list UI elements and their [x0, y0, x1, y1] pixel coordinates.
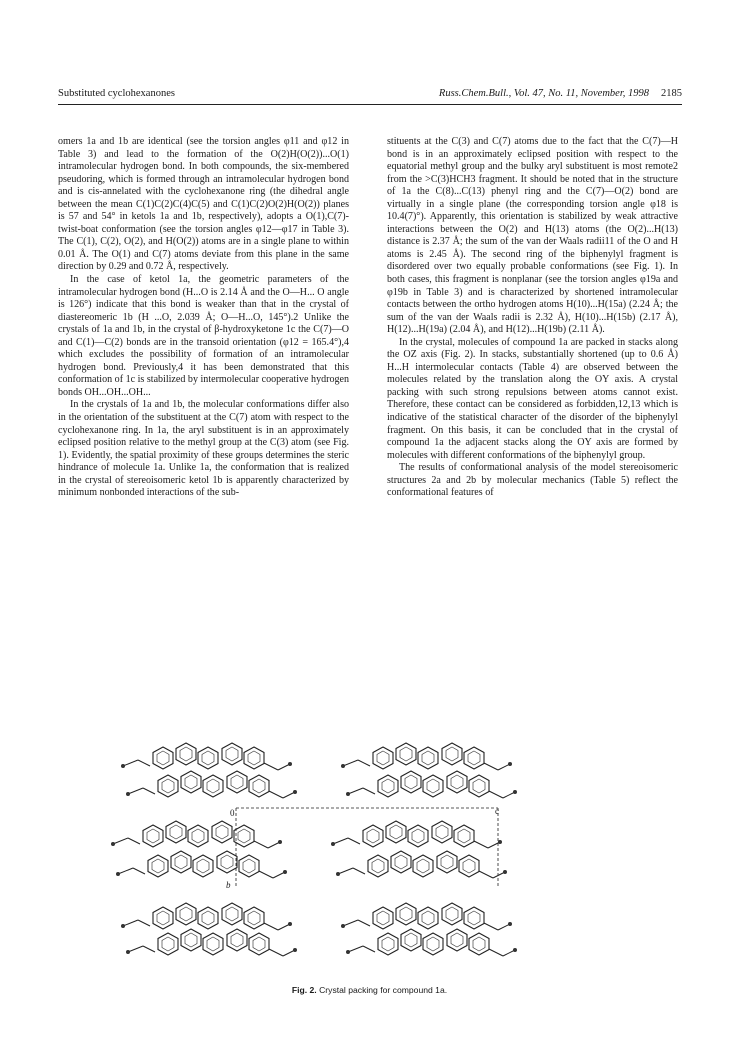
figure-caption [0, 985, 739, 995]
page-number: 2185 [661, 88, 682, 99]
unit-cell-outline [236, 808, 498, 888]
header-journal [439, 88, 682, 99]
paragraph: In the case of ketol 1a, the geometric parameters of the intramolecular hydrogen bond (H...O is 2.14 Å and the O—H... O angle is 126°) indicate that this bond is weaker than that in the crystal of diastereomeric 1b (H ...O, 2.039 Å; O—H...O, 145°).2 Unlike the crystals of 1a and 1b, in the crystal of β-hydroxyketone 1c the C(7)—O and C(1)—C(2) bonds are in the transoid orientation (φ12 = 165.4°),4 which excludes the possibility of formation of an intramolecular hydrogen bond. Previously,4 it has been demonstrated that this conformation of 1c is stabilized by intermolecular cooperative hydrogen bonds OH...OH...OH... [58, 274, 349, 398]
header-title: Substituted cyclohexanones [58, 88, 175, 99]
paragraph: stituents at the C(3) and C(7) atoms due to the fact that the C(7)—H bond is in an approximately eclipsed position with respect to the equatorial methyl group and the bulky aryl substituent is most remote2 from the >C(3)HCH3 fragment. It should be noted that in the structure of 1a the C(8)...C(13) phenyl ring and the C(7)—O(2) bond are virtually in a single plane (the corresponding torsion angle φ18 is 10.4(7)°). Apparently, this orientation is stabilized by weak attractive interactions between the O(2) and H(13) atoms (the O(2)...H(13) distance is 2.37 Å; the sum of the van der Waals radii11 of the O and H atoms is 2.45 Å). The second ring of the biphenylyl fragment is disordered over two equally probable conformations (see Fig. 1). In both cases, this fragment is nonplanar (see the torsion angles φ19a and φ19b in Table 3) and is characterized by shortened intramolecular contacts between the ortho hydrogen atoms H(10)...H(15a) (2.24 Å; the sum of the van der Waals radii is 2.32 Å), H(10)...H(15b) (2.17 Å), H(12)...H(19a) (2.04 Å), and H(12)...H(19b) (2.11 Å). [387, 136, 678, 336]
paragraph: The results of conformational analysis of the model stereoisomeric structures 2a and 2b by molecular mechanics (Table 5) reflect the conformational features of [387, 462, 678, 499]
left-column [58, 136, 349, 500]
header-journal-ref: Russ.Chem.Bull., Vol. 47, No. 11, November, 1998 [438, 88, 649, 99]
running-header [58, 88, 682, 105]
paragraph: omers 1a and 1b are identical (see the torsion angles φ11 and φ12 in Table 3) and lead to the formation of the O(2)H(O(2))...O(1) intramolecular hydrogen bond. In both compounds, the six-membered pseudoring, which is formed through an intramolecular hydrogen bond and is cis-annelated with the cyclohexanone ring (the dihedral angle between the mean C(1)C(2)C(4)C(5) and C(1)C(2)O(2)H(O(2)) planes is 57 and 54° in ketols 1a and 1b, respectively), adopts a O(1),C(7)-twist-boat conformation (see the torsion angles φ12—φ17 in Table 3). The C(1), C(2), O(2), and H(O(2)) atoms are in a single plane to within 0.01 Å. The O(1) and C(7) atoms deviate from this plane in the same direction by 0.29 and 0.72 Å, respectively. [58, 136, 349, 273]
molecule-row-bottom [121, 903, 517, 956]
molecule-row-top [121, 743, 517, 798]
right-column [387, 136, 678, 500]
axis-label-b: b [226, 880, 231, 890]
paragraph: In the crystal, molecules of compound 1a are packed in stacks along the OZ axis (Fig. 2). In stacks, substantially shortened (up to 0.6 Å) H...H intermolecular contacts (Table 4) are observed between the molecules related by the translation along the OY axis. A crystal packing with such strong repulsions between atoms cannot exist. Therefore, these contact can be considered as forbidden,12,13 which is indicative of the statistical character of the disorder of the biphenylyl fragment. On this basis, it can be concluded that in the crystal of compound 1a the adjacent stacks along the OY axis are formed by molecules with different conformations of the biphenylyl group. [387, 336, 678, 461]
caption-text: Crystal packing for compound 1a. [319, 985, 448, 995]
molecule-row-middle [111, 821, 507, 878]
axis-label-c: c [495, 806, 499, 816]
crystal-packing-figure [88, 738, 648, 970]
paragraph: In the crystals of 1a and 1b, the molecular conformations differ also in the orientation of the substituent at the C(7) atom with respect to the cyclohexanone ring. In 1a, the aryl substituent is in an approximately eclipsed position relative to the methyl group at the C(3) atom (see Fig. 1). Evidently, the spatial proximity of these groups determines the steric hindrance of molecule 1a. Unlike 1a, the conformation that is realized in the crystal of stereoisomeric ketol 1b is apparently characterized by minimum nonbonded interactions of the sub- [58, 399, 349, 499]
axis-label-origin: 0 [230, 808, 235, 818]
caption-label: Fig. 2. [291, 985, 317, 995]
